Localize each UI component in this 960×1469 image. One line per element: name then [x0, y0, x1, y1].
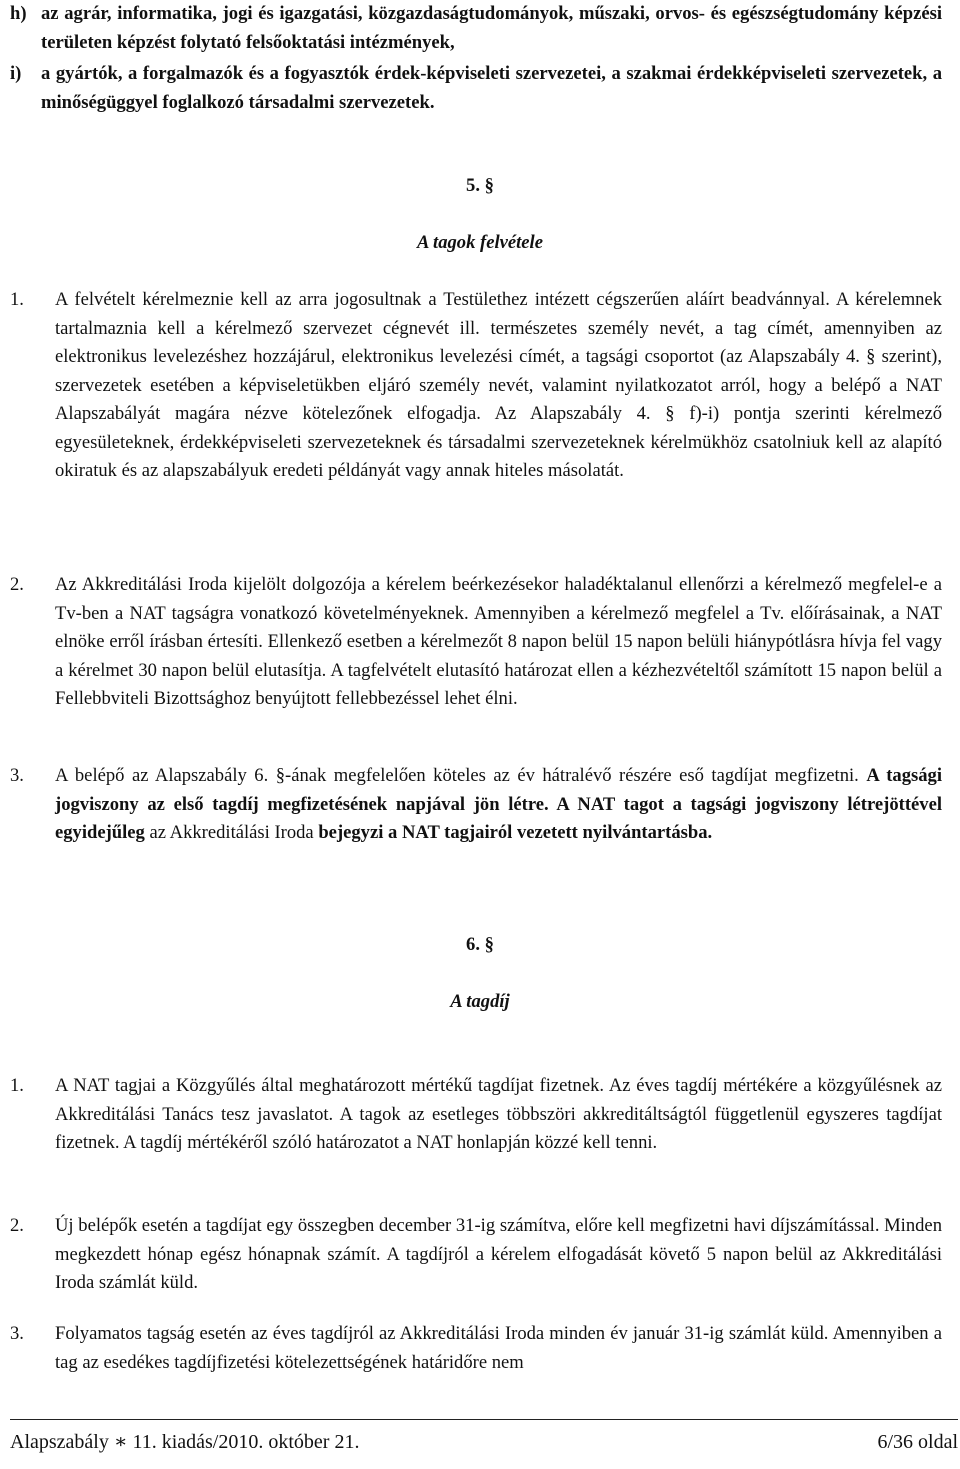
section-5-paragraph-1 [10, 286, 942, 486]
item-text: Új belépők esetén a tagdíjat egy összegben december 31-ig számítva, előre kell megfizetni havi díjszámítással. Minden megkezdett hónap egész hónapnak számít. A tagdíjról a kérelem elfogadását követő 5 napon belül az Akkreditálási Iroda számlát küld. [55, 1215, 942, 1293]
item-label: 3. [10, 765, 24, 786]
section-6-paragraph-1 [10, 1072, 942, 1158]
footer-page-number: 6/36 oldal [877, 1431, 958, 1453]
item-text: A NAT tagjai a Közgyűlés által meghatározott mértékű tagdíjat fizetnek. Az éves tagdíj mértékére a közgyűlésnek az Akkreditálási Tanács tesz javaslatot. A tagok az esetleges többszöri akkreditáltságtól függetlenül egyszeres tagdíjat fizetnek. A tagdíj mértékéről szóló határozatot a NAT honlapján közzé kell tenni. [55, 1075, 942, 1153]
list-item-h [10, 0, 942, 57]
item-label: 2. [10, 1215, 24, 1236]
text-run: az Akkreditálási Iroda [144, 822, 319, 843]
section-6-title: A tagdíj [450, 991, 510, 1012]
item-text: a gyártók, a forgalmazók és a fogyasztók érdek-képviseleti szervezetei, a szakmai érdekképviseleti szervezetek, a minőségüggyel foglalkozó társadalmi szervezetek. [41, 63, 942, 113]
item-text: az agrár, informatika, jogi és igazgatási, közgazdaságtudományok, műszaki, orvos- és egészségtudomány képzési területen képzést folytató felsőoktatási intézmények, [41, 3, 942, 53]
section-5-paragraph-2 [10, 571, 942, 714]
bold-text-run: A tagsági jogviszony az első tagdíj megfizetésének napjával jön létre. A NAT tagot a tagsági jogviszony létrejöttével egyidejűleg [55, 765, 942, 843]
item-text: Folyamatos tagság esetén az éves tagdíjról az Akkreditálási Iroda minden év január 31-ig számlát küld. Amennyiben a tag az esedékes tagdíjfizetési kötelezettségének határidőre nem [55, 1323, 942, 1373]
item-label: 2. [10, 574, 24, 595]
section-6-number: 6. § [466, 934, 494, 955]
footer-document-info: Alapszabály ∗ 11. kiadás/2010. október 21. [10, 1431, 360, 1453]
item-text: A felvételt kérelmeznie kell az arra jogosultnak a Testülethez intézett cégszerűen aláírt beadvánnyal. A kérelemnek tartalmaznia kell a kérelmező szervezet cégnevét ill. természetes személy nevét, a tag címét, amennyiben az elektronikus levelezéshez hozzájárul, elektronikus levelezési címét, a tagsági csoportot (az Alapszabály 4. § szerint), szervezetek esetében a képviseletükben eljáró személy nevét, valamint nyilatkozatot arról, hogy a belépő a NAT Alapszabályát magára nézve kötelezőnek elfogadja. Az Alapszabály 4. § f)-i) pontja szerinti kérelmező egyesületeknek, érdekképviseleti szervezeteknek és társadalmi szervezeteknek kérelmükhöz csatolniuk kell az alapító okiratuk és az alapszabályuk eredeti példányát vagy annak hiteles másolatát. [55, 289, 942, 481]
section-6-paragraph-3 [10, 1320, 942, 1377]
section-5-paragraph-3 [10, 762, 942, 848]
item-label: 1. [10, 289, 24, 310]
list-item-i [10, 60, 942, 117]
item-text [55, 762, 942, 848]
item-label: h) [10, 3, 27, 24]
section-6-paragraph-2 [10, 1212, 942, 1298]
section-5-number: 5. § [466, 175, 494, 196]
item-text: Az Akkreditálási Iroda kijelölt dolgozója a kérelem beérkezésekor haladéktalanul ellenőrzi a kérelmező megfelel-e a Tv-ben a NAT tagságra vonatkozó követelményeknek. Amennyiben a kérelmező megfelel a Tv. előírásainak, a NAT elnöke erről írásban értesíti. Ellenkező esetben a kérelmezőt 8 napon belül 15 napon belüli hiánypótlásra hívja fel vagy a kérelmet 30 napon belül elutasítja. A tagfelvételt elutasító határozat ellen a kézhezvételtől számított 15 napon belül a Fellebbviteli Bizottsághoz benyújtott fellebbezéssel lehet élni. [55, 574, 942, 709]
item-label: i) [10, 63, 22, 84]
section-5-title: A tagok felvétele [417, 232, 543, 253]
item-label: 1. [10, 1075, 24, 1096]
footer-divider [10, 1419, 958, 1420]
bold-text-run: bejegyzi a NAT tagjairól vezetett nyilvántartásba. [318, 822, 713, 843]
item-label: 3. [10, 1323, 24, 1344]
text-run: A belépő az Alapszabály 6. §-ának megfelelően köteles az év hátralévő részére eső tagdíjat megfizetni. [55, 765, 867, 786]
